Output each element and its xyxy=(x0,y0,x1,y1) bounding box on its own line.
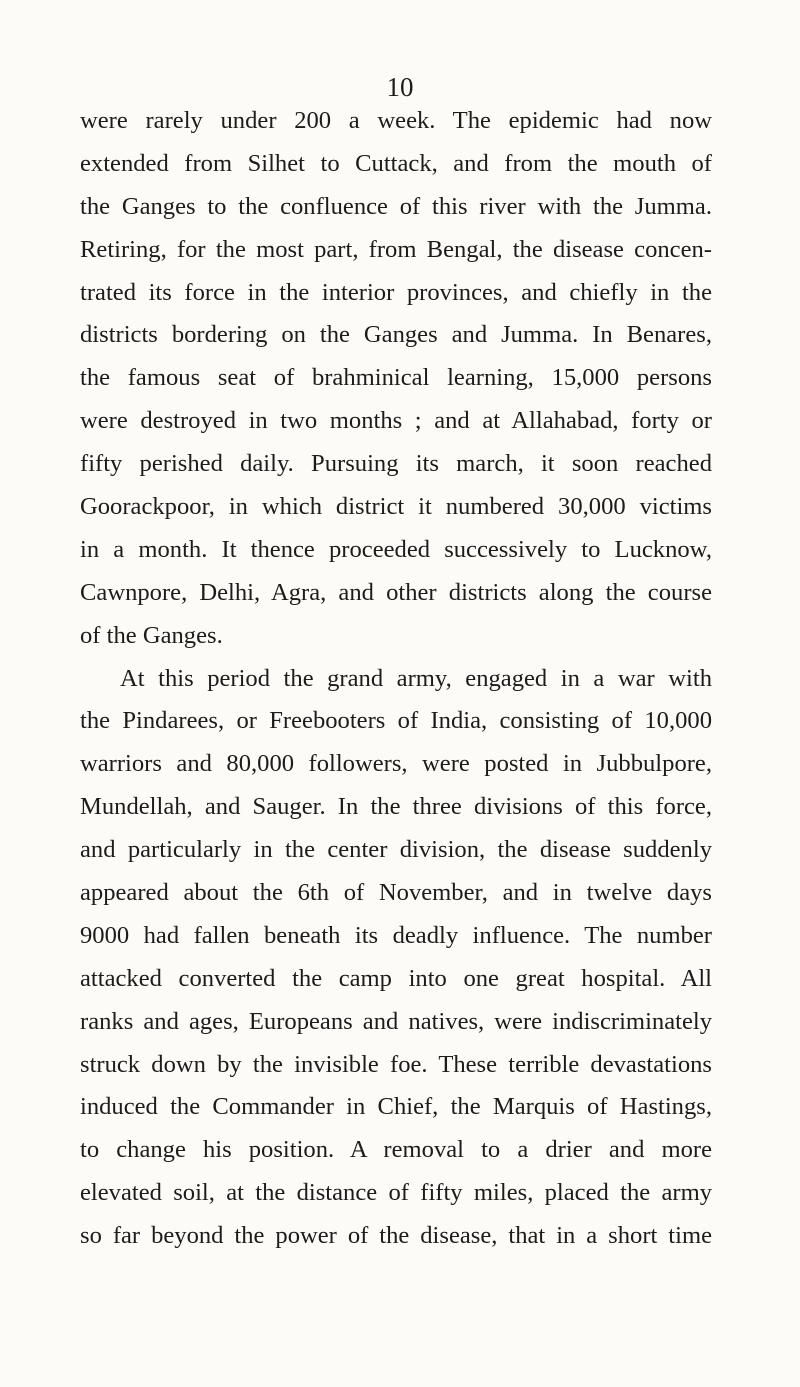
text-line: were destroyed in two months ; and at Allahabad, forty or xyxy=(80,407,712,435)
paragraph-2 xyxy=(80,658,712,1258)
text-line: warriors and 80,000 followers, were posted in Jubbulpore, xyxy=(80,750,712,778)
text-line: of the Ganges. xyxy=(80,621,223,649)
text-line: the Pindarees, or Freebooters of India, consisting of 10,000 xyxy=(80,707,712,735)
text-line: and particularly in the center division, the disease suddenly xyxy=(80,836,712,864)
text-line: so far beyond the power of the disease, that in a short time xyxy=(80,1222,712,1250)
text-line: induced the Commander in Chief, the Marquis of Hastings, xyxy=(80,1093,712,1121)
text-line: appeared about the 6th of November, and in twelve days xyxy=(80,879,712,907)
text-line: extended from Silhet to Cuttack, and from the mouth of xyxy=(80,149,712,177)
text-line: trated its force in the interior provinces, and chiefly in the xyxy=(80,278,712,306)
text-line: At this period the grand army, engaged in a war with xyxy=(120,664,712,692)
text-line: attacked converted the camp into one great hospital. All xyxy=(80,964,712,992)
text-line: Goorackpoor, in which district it numbered 30,000 victims xyxy=(80,493,712,521)
paragraph-1 xyxy=(80,100,712,658)
text-line: the famous seat of brahminical learning, 15,000 persons xyxy=(80,364,712,392)
text-line: Cawnpore, Delhi, Agra, and other districts along the course xyxy=(80,578,712,606)
text-line: fifty perished daily. Pursuing its march, it soon reached xyxy=(80,450,712,478)
text-line: to change his position. A removal to a drier and more xyxy=(80,1136,712,1164)
page-number: 10 xyxy=(386,72,414,102)
body-text xyxy=(80,100,712,1258)
text-line: Mundellah, and Sauger. In the three divisions of this force, xyxy=(80,793,712,821)
text-line: in a month. It thence proceeded successively to Lucknow, xyxy=(80,535,712,563)
text-line: Retiring, for the most part, from Bengal, the disease concen- xyxy=(80,235,712,263)
text-line: elevated soil, at the distance of fifty miles, placed the army xyxy=(80,1179,712,1207)
text-line: were rarely under 200 a week. The epidemic had now xyxy=(80,107,712,134)
text-line: 9000 had fallen beneath its deadly influence. The number xyxy=(80,921,712,949)
text-line: struck down by the invisible foe. These terrible devastations xyxy=(80,1050,712,1078)
text-line: districts bordering on the Ganges and Jumma. In Benares, xyxy=(80,321,712,349)
text-line: ranks and ages, Europeans and natives, were indiscriminately xyxy=(80,1007,712,1035)
text-line: the Ganges to the confluence of this river with the Jumma. xyxy=(80,192,712,220)
